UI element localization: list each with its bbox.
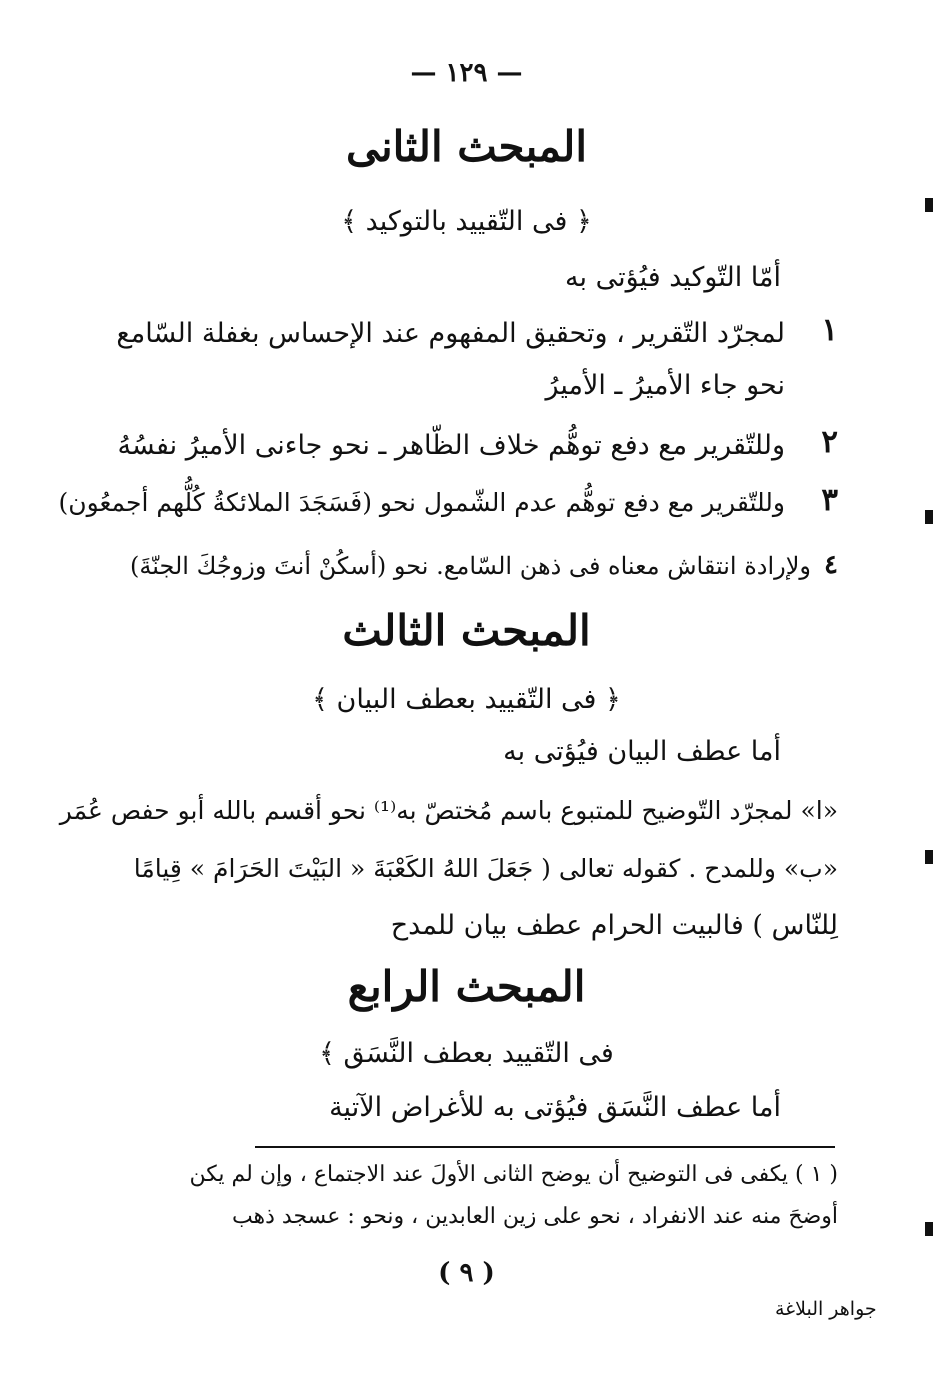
book-signature: جواهر البلاغة [775, 1298, 877, 1320]
edge-mark [925, 1222, 933, 1236]
section-subheading-2: ﴿ فى التّقييد بالتوكيد ﴾ [341, 206, 592, 237]
footnote-divider [255, 1146, 835, 1148]
edge-mark [925, 510, 933, 524]
list-number-4: ٤ [824, 550, 838, 580]
section-subheading-3: ﴿ فى التّقييد بعطف البيان ﴾ [312, 684, 621, 715]
section-subheading-4: فى التّقييد بعطف النَّسَق ﴾ [319, 1038, 614, 1069]
list-number-1: ١ [821, 312, 838, 348]
section-intro-4: أما عطف النَّسَق فيُؤتى به للأغراض الآتية [329, 1092, 781, 1123]
sheet-number: ( ٩ ) [438, 1258, 495, 1288]
edge-mark [925, 198, 933, 212]
section-3-line-2: «ب» وللمدح . كقوله تعالى ( جَعَلَ اللهُ الكَعْبَةَ « البَيْتَ الحَرَامَ » قِيامًا [133, 854, 838, 883]
list-item-4-line-1: ولإرادة انتقاش معناه فى ذهن السّامع. نحو (أسكُنْ أنتَ وزوجُكَ الجنّةَ) [130, 552, 811, 580]
page-number: — ١٢٩ — [410, 58, 523, 88]
section-heading-4: المبحث الرابع [347, 962, 586, 1011]
list-number-2: ٢ [821, 424, 838, 460]
list-item-2-line-1: وللتّقرير مع دفع توهُّم خلاف الظّاهر ـ نحو جاءنى الأميرُ نفسُهُ [117, 430, 785, 461]
list-item-1-line-1: لمجرّد التّقرير ، وتحقيق المفهوم عند الإحساس بغفلة السّامع [116, 318, 785, 349]
footnote-line-2: أوضحَ منه عند الانفراد ، نحو على زين العابدين ، ونحو : عسجد ذهب [231, 1204, 838, 1229]
section-3-line-3: لِلنّاس ) فالبيت الحرام عطف بيان للمدح [390, 910, 838, 941]
list-item-1-line-2: نحو جاء الأميرُ ـ الأميرُ [545, 370, 785, 401]
footnote-line-1: ( ١ ) يكفى فى التوضيح أن يوضح الثانى الأولَ عند الاجتماع ، وإن لم يكن [189, 1162, 838, 1187]
section-3-line-1: «ا» لمجرّد التّوضيح للمتبوع باسم مُختصّ به⁽¹⁾ نحو أقسم بالله أبو حفص عُمَر [59, 796, 838, 825]
section-intro-3: أما عطف البيان فيُؤتى به [503, 736, 781, 767]
edge-mark [925, 850, 933, 864]
section-intro-2: أمّا التّوكيد فيُؤتى به [565, 262, 781, 293]
section-heading-3: المبحث الثالث [342, 606, 591, 655]
list-number-3: ٣ [821, 482, 838, 518]
section-heading-2: المبحث الثانى [345, 122, 588, 171]
list-item-3-line-1: وللتّقرير مع دفع توهُّم عدم الشّمول نحو (فَسَجَدَ الملائكةُ كُلُّهم أجمعُون) [58, 488, 785, 517]
